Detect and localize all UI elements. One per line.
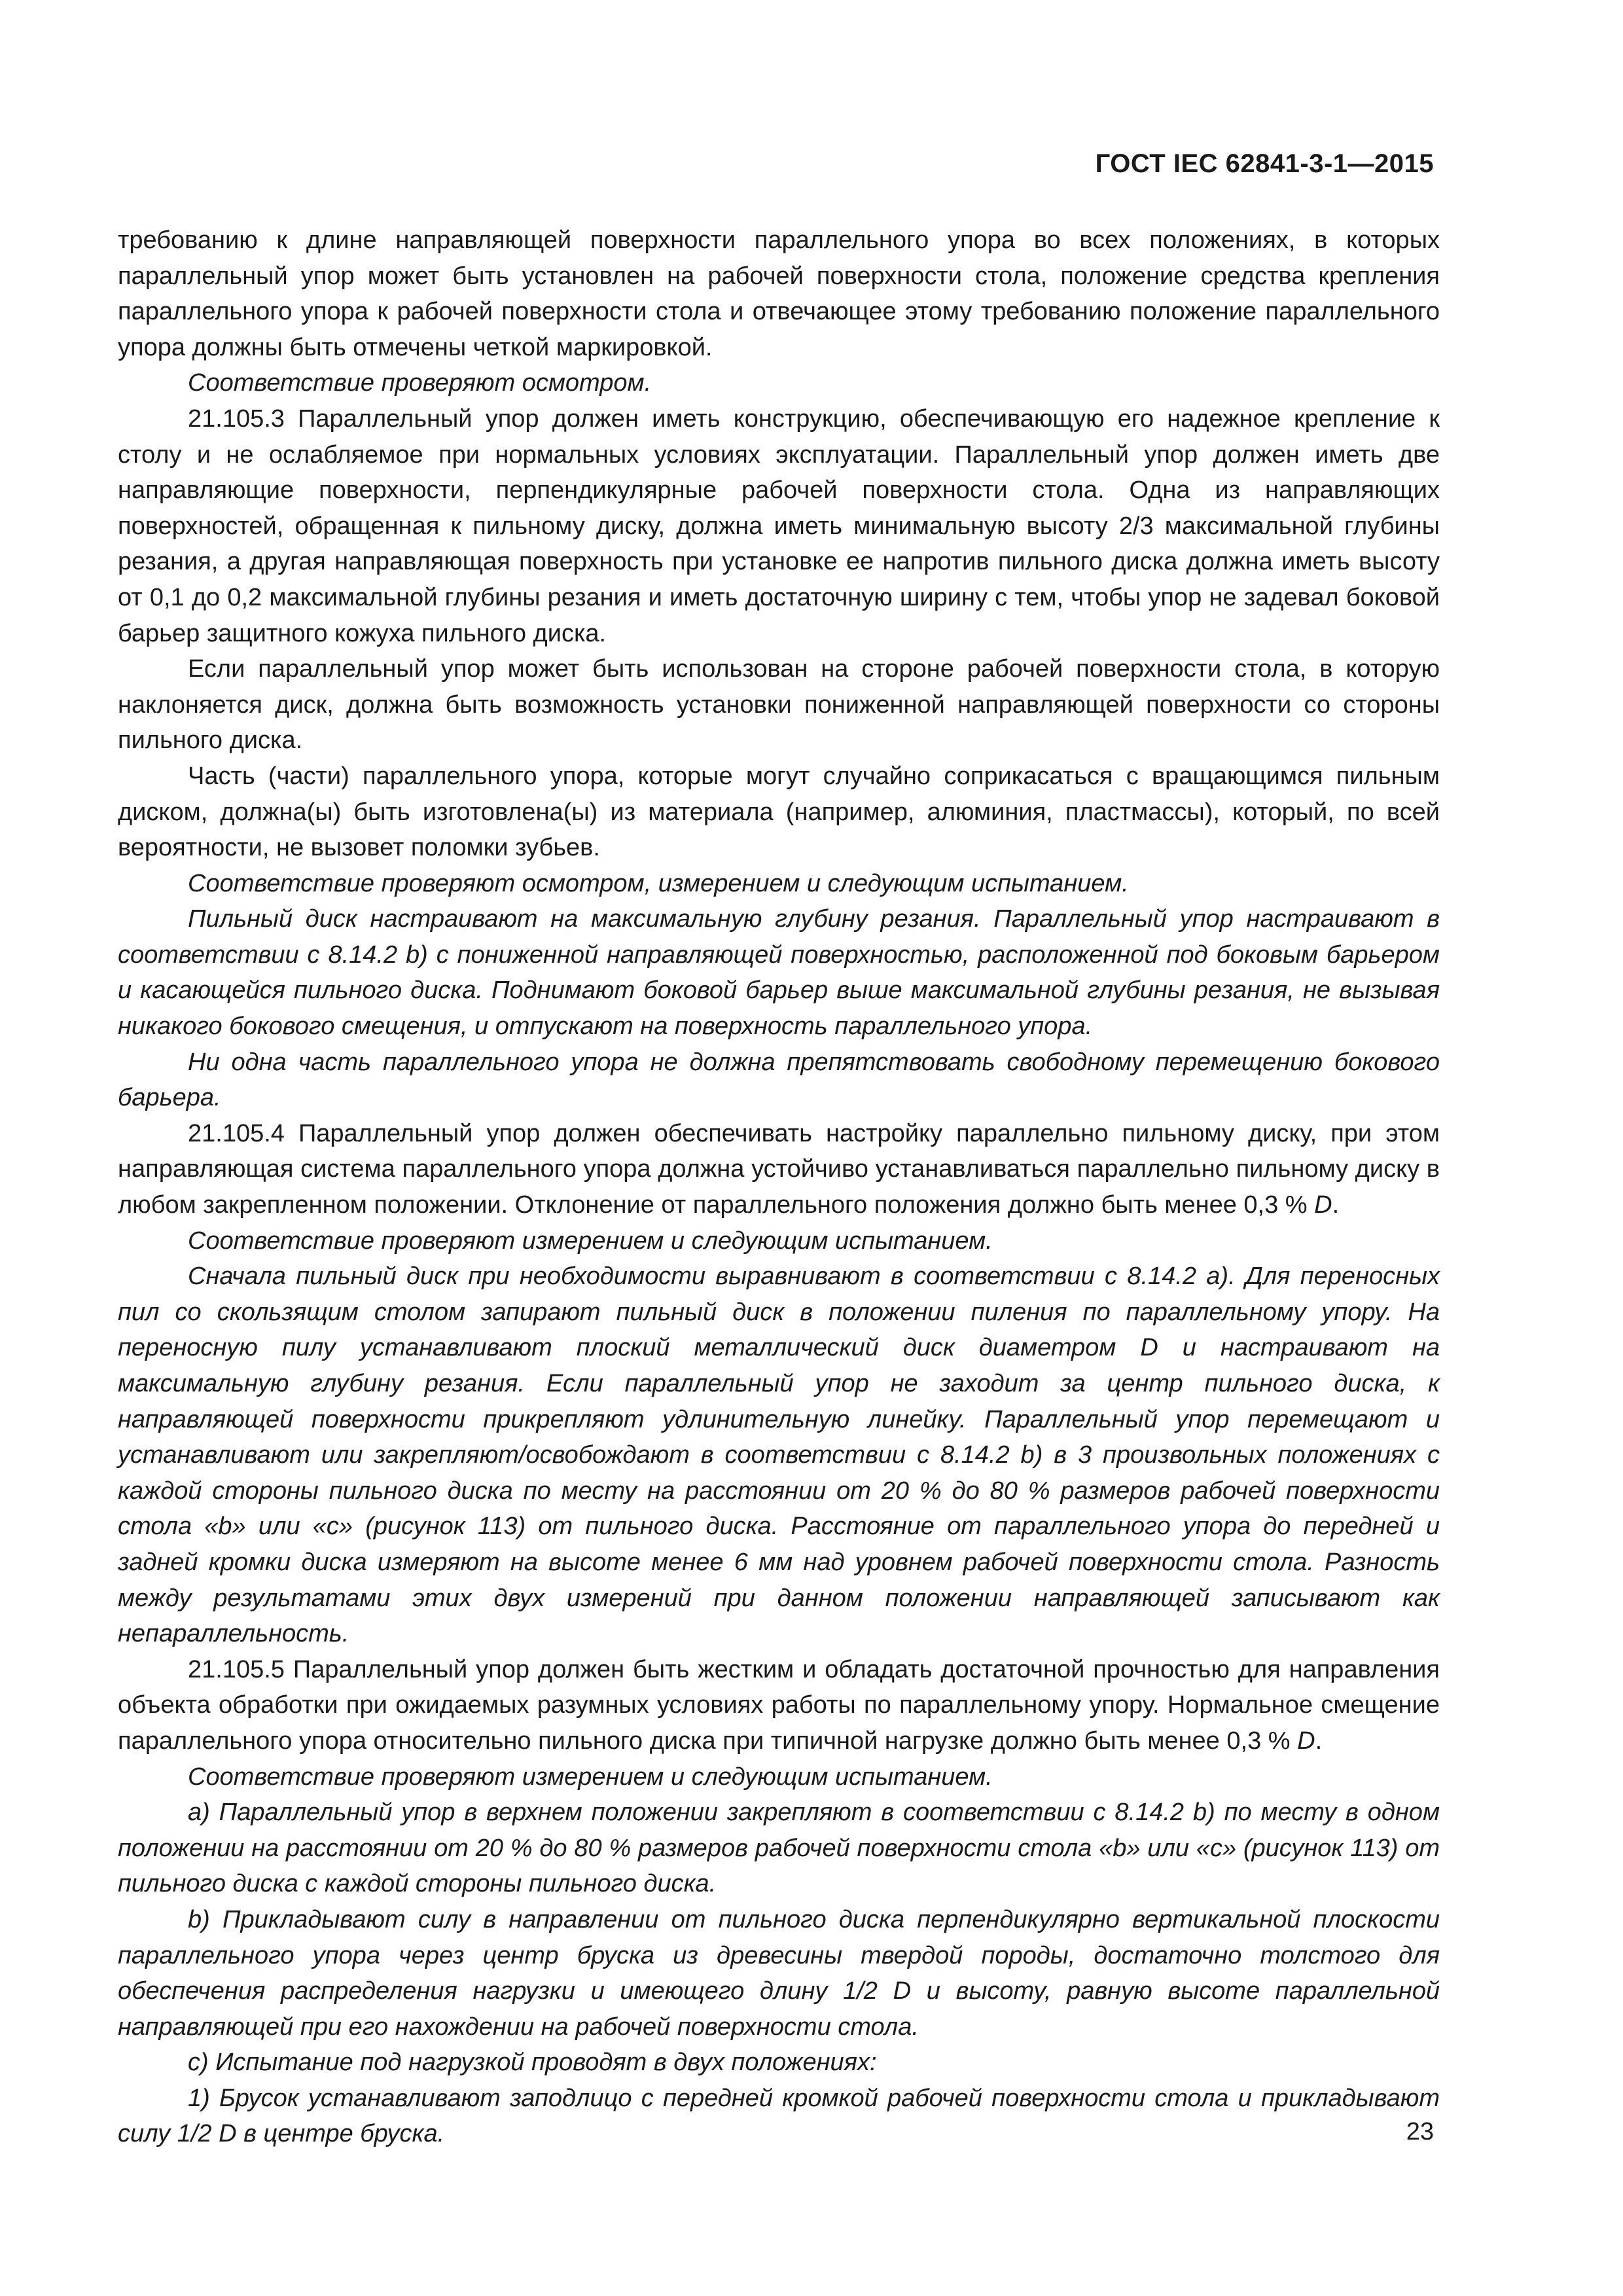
paragraph-fence-material: Часть (части) параллельного упора, которые могут случайно соприкасаться с вращающимся пильным диском, должна(ы) быть изготовлена(ы) из материала (например, алюминия, пластмассы), который, по всей вероятности, не вызовет поломки зубьев. [118,762,1440,862]
paragraph-item-a: а) Параллельный упор в верхнем положении закрепляют в соответствии с 8.14.2 b) по месту в одном положении на расстоянии от 20 % до 80 % размеров рабочей поверхности стола «b» или «с» (рисунок 113) от пильного диска с каждой стороны пильного диска. [118,1799,1440,1898]
symbol-d: D [1314,1191,1332,1219]
page-number: 23 [1406,2118,1434,2145]
paragraph-compliance-check: Соответствие проверяют осмотром. [188,369,652,397]
symbol-d: D [1297,1727,1315,1755]
document-body [118,223,1440,2152]
paragraph-continuation: требованию к длине направляющей поверхности параллельного упора во всех положениях, в которых параллельный упор может быть установлен на рабочей поверхности стола, положение средства крепления параллельного упора к рабочей поверхности стола и отвечающее этому требованию положение параллельного упора должны быть отмечены четкой маркировкой. [118,226,1440,361]
paragraph-compliance-check: Соответствие проверяют измерением и следующим испытанием. [188,1763,993,1791]
paragraph-test-procedure: Сначала пильный диск при необходимости выравнивают в соответствии с 8.14.2 а). Для переносных пил со скользящим столом запирают пильный диск в положении пиления по параллельному упору. На переносную пилу устанавливают плоский металлический диск диаметром D и настраивают на максимальную глубину резания. Если параллельный упор не заходит за центр пильного диска, к направляющей поверхности прикрепляют удлинительную линейку. Параллельный упор перемещают и устанавливают или закрепляют/освобождают в соответствии с 8.14.2 b) в 3 произвольных положениях с каждой стороны пильного диска по месту на расстоянии от 20 % до 80 % размеров рабочей поверхности стола «b» или «с» (рисунок 113) от пильного диска. Расстояние от параллельного упора до передней и задней кромки диска измеряют на высоте менее 6 мм над уровнем рабочей поверхности стола. Разность между результатами этих двух измерений при данном положении направляющей записывают как непараллельность. [118,1263,1440,1648]
paragraph-test-procedure: Пильный диск настраивают на максимальную глубину резания. Параллельный упор настраивают в соответствии с 8.14.2 b) с пониженной направляющей поверхностью, расположенной под боковым барьером и касающейся пильного диска. Поднимают боковой барьер выше максимальной глубины резания, не вызывая никакого бокового смещения, и отпускают на поверхность параллельного упора. [118,905,1440,1041]
paragraph-item-b: b) Прикладывают силу в направлении от пильного диска перпендикулярно вертикальной плоскости параллельного упора через центр бруска из древесины твердой породы, достаточно толстого для обеспечения распределения нагрузки и имеющего длину 1/2 D и высоту, равную высоте параллельной направляющей при его нахождении на рабочей поверхности стола. [118,1905,1440,2041]
document-code-header: ГОСТ IEC 62841-3-1—2015 [1095,149,1434,178]
paragraph-item-c: с) Испытание под нагрузкой проводят в двух положениях: [188,2049,877,2077]
paragraph-clause-21-105-5: 21.105.5 Параллельный упор должен быть жестким и обладать достаточной прочностью для направления объекта обработки при ожидаемых разумных условиях работы по параллельному упору. Нормальное смещение параллельного упора относительно пильного диска при типичной нагрузке должно быть менее 0,3 % D. [118,1655,1440,1755]
paragraph-test-criterion: Ни одна часть параллельного упора не должна препятствовать свободному перемещению бокового барьера. [118,1048,1440,1112]
paragraph-compliance-check: Соответствие проверяют осмотром, измерением и следующим испытанием. [188,869,1129,897]
paragraph-item-c-1: 1) Брусок устанавливают заподлицо с передней кромкой рабочей поверхности стола и прикладывают силу 1/2 D в центре бруска. [118,2084,1440,2148]
paragraph-clause-21-105-4: 21.105.4 Параллельный упор должен обеспечивать настройку параллельно пильному диску, при этом направляющая система параллельного упора должна устойчиво устанавливаться параллельно пильному диску в любом закрепленном положении. Отклонение от параллельного положения должно быть менее 0,3 % D. [118,1119,1440,1219]
paragraph-tilting-side: Если параллельный упор может быть использован на стороне рабочей поверхности стола, в которую наклоняется диск, должна быть возможность установки пониженной направляющей поверхности со стороны пильного диска. [118,655,1440,755]
paragraph-compliance-check: Соответствие проверяют измерением и следующим испытанием. [188,1227,993,1255]
paragraph-clause-21-105-3: 21.105.3 Параллельный упор должен иметь конструкцию, обеспечивающую его надежное крепление к столу и не ослабляемое при нормальных условиях эксплуатации. Параллельный упор должен иметь две направляющие поверхности, перпендикулярные рабочей поверхности стола. Одна из направляющих поверхностей, обращенная к пильному диску, должна иметь минимальную высоту 2/3 максимальной глубины резания, а другая направляющая поверхность при установке ее напротив пильного диска должна иметь высоту от 0,1 до 0,2 максимальной глубины резания и иметь достаточную ширину с тем, чтобы упор не задевал боковой барьер защитного кожуха пильного диска. [118,404,1440,647]
